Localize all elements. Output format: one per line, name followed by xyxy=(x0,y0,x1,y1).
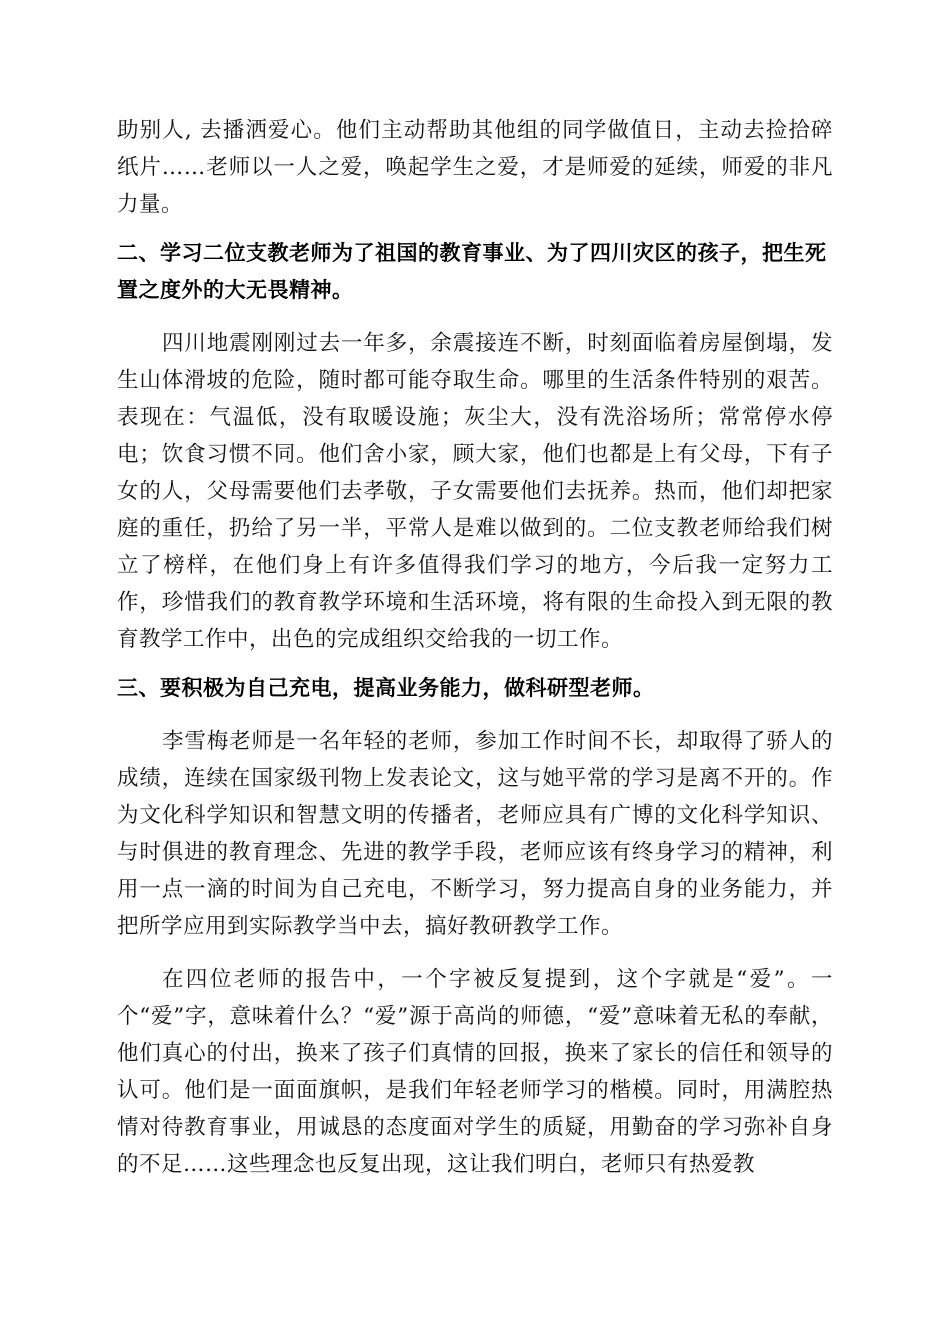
paragraph-1: 助别人, 去播洒爱心。他们主动帮助其他组的同学做值日，主动去捡拾碎纸片……老师以一人之爱，唤起学生之爱，才是师爱的延续，师爱的非凡力量。 xyxy=(117,118,833,217)
document-page xyxy=(117,112,833,1183)
paragraph-4: 在四位老师的报告中，一个字被反复提到，这个字就是“爱”。一个“爱”字，意味着什么？“爱”源于高尚的师德，“爱”意味着无私的奉献，他们真心的付出，换来了孩子们真情的回报，换来了家长的信任和领导的认可。他们是一面面旗帜，是我们年轻老师学习的楷模。同时，用满腔热情对待教育事业，用诚恳的态度面对学生的质疑，用勤奋的学习弥补自身的不足……这些理念也反复出现，这让我们明白，老师只有热爱教 xyxy=(117,967,833,1177)
paragraph-2: 四川地震刚刚过去一年多，余震接连不断，时刻面临着房屋倒塌，发生山体滑坡的危险，随时都可能夺取生命。哪里的生活条件特别的艰苦。表现在：气温低，没有取暖设施；灰尘大，没有洗浴场所；常常停水停电；饮食习惯不同。他们舍小家，顾大家，他们也都是上有父母，下有子女的人，父母需要他们去孝敬，子女需要他们去抚养。热而，他们却把家庭的重任，扔给了另一半，平常人是难以做到的。二位支教老师给我们树立了榜样，在他们身上有许多值得我们学习的地方，今后我一定努力工作，珍惜我们的教育教学环境和生活环境，将有限的生命投入到无限的教育教学工作中，出色的完成组织交给我的一切工作。 xyxy=(117,331,833,652)
paragraph-3: 李雪梅老师是一名年轻的老师，参加工作时间不长，却取得了骄人的成绩，连续在国家级刊物上发表论文，这与她平常的学习是离不开的。作为文化科学知识和智慧文明的传播者，老师应具有广博的文化科学知识、与时俱进的教育理念、先进的教学手段，老师应该有终身学习的精神，利用一点一滴的时间为自己充电，不断学习，努力提高自身的业务能力，并把所学应用到实际教学当中去，搞好教研教学工作。 xyxy=(117,729,833,939)
section-heading-3: 三、要积极为自己充电，提高业务能力，做科研型老师。 xyxy=(117,676,655,700)
section-heading-2: 二、学习二位支教老师为了祖国的教育事业、为了四川灾区的孩子，把生死置之度外的大无畏精神。 xyxy=(117,241,827,302)
